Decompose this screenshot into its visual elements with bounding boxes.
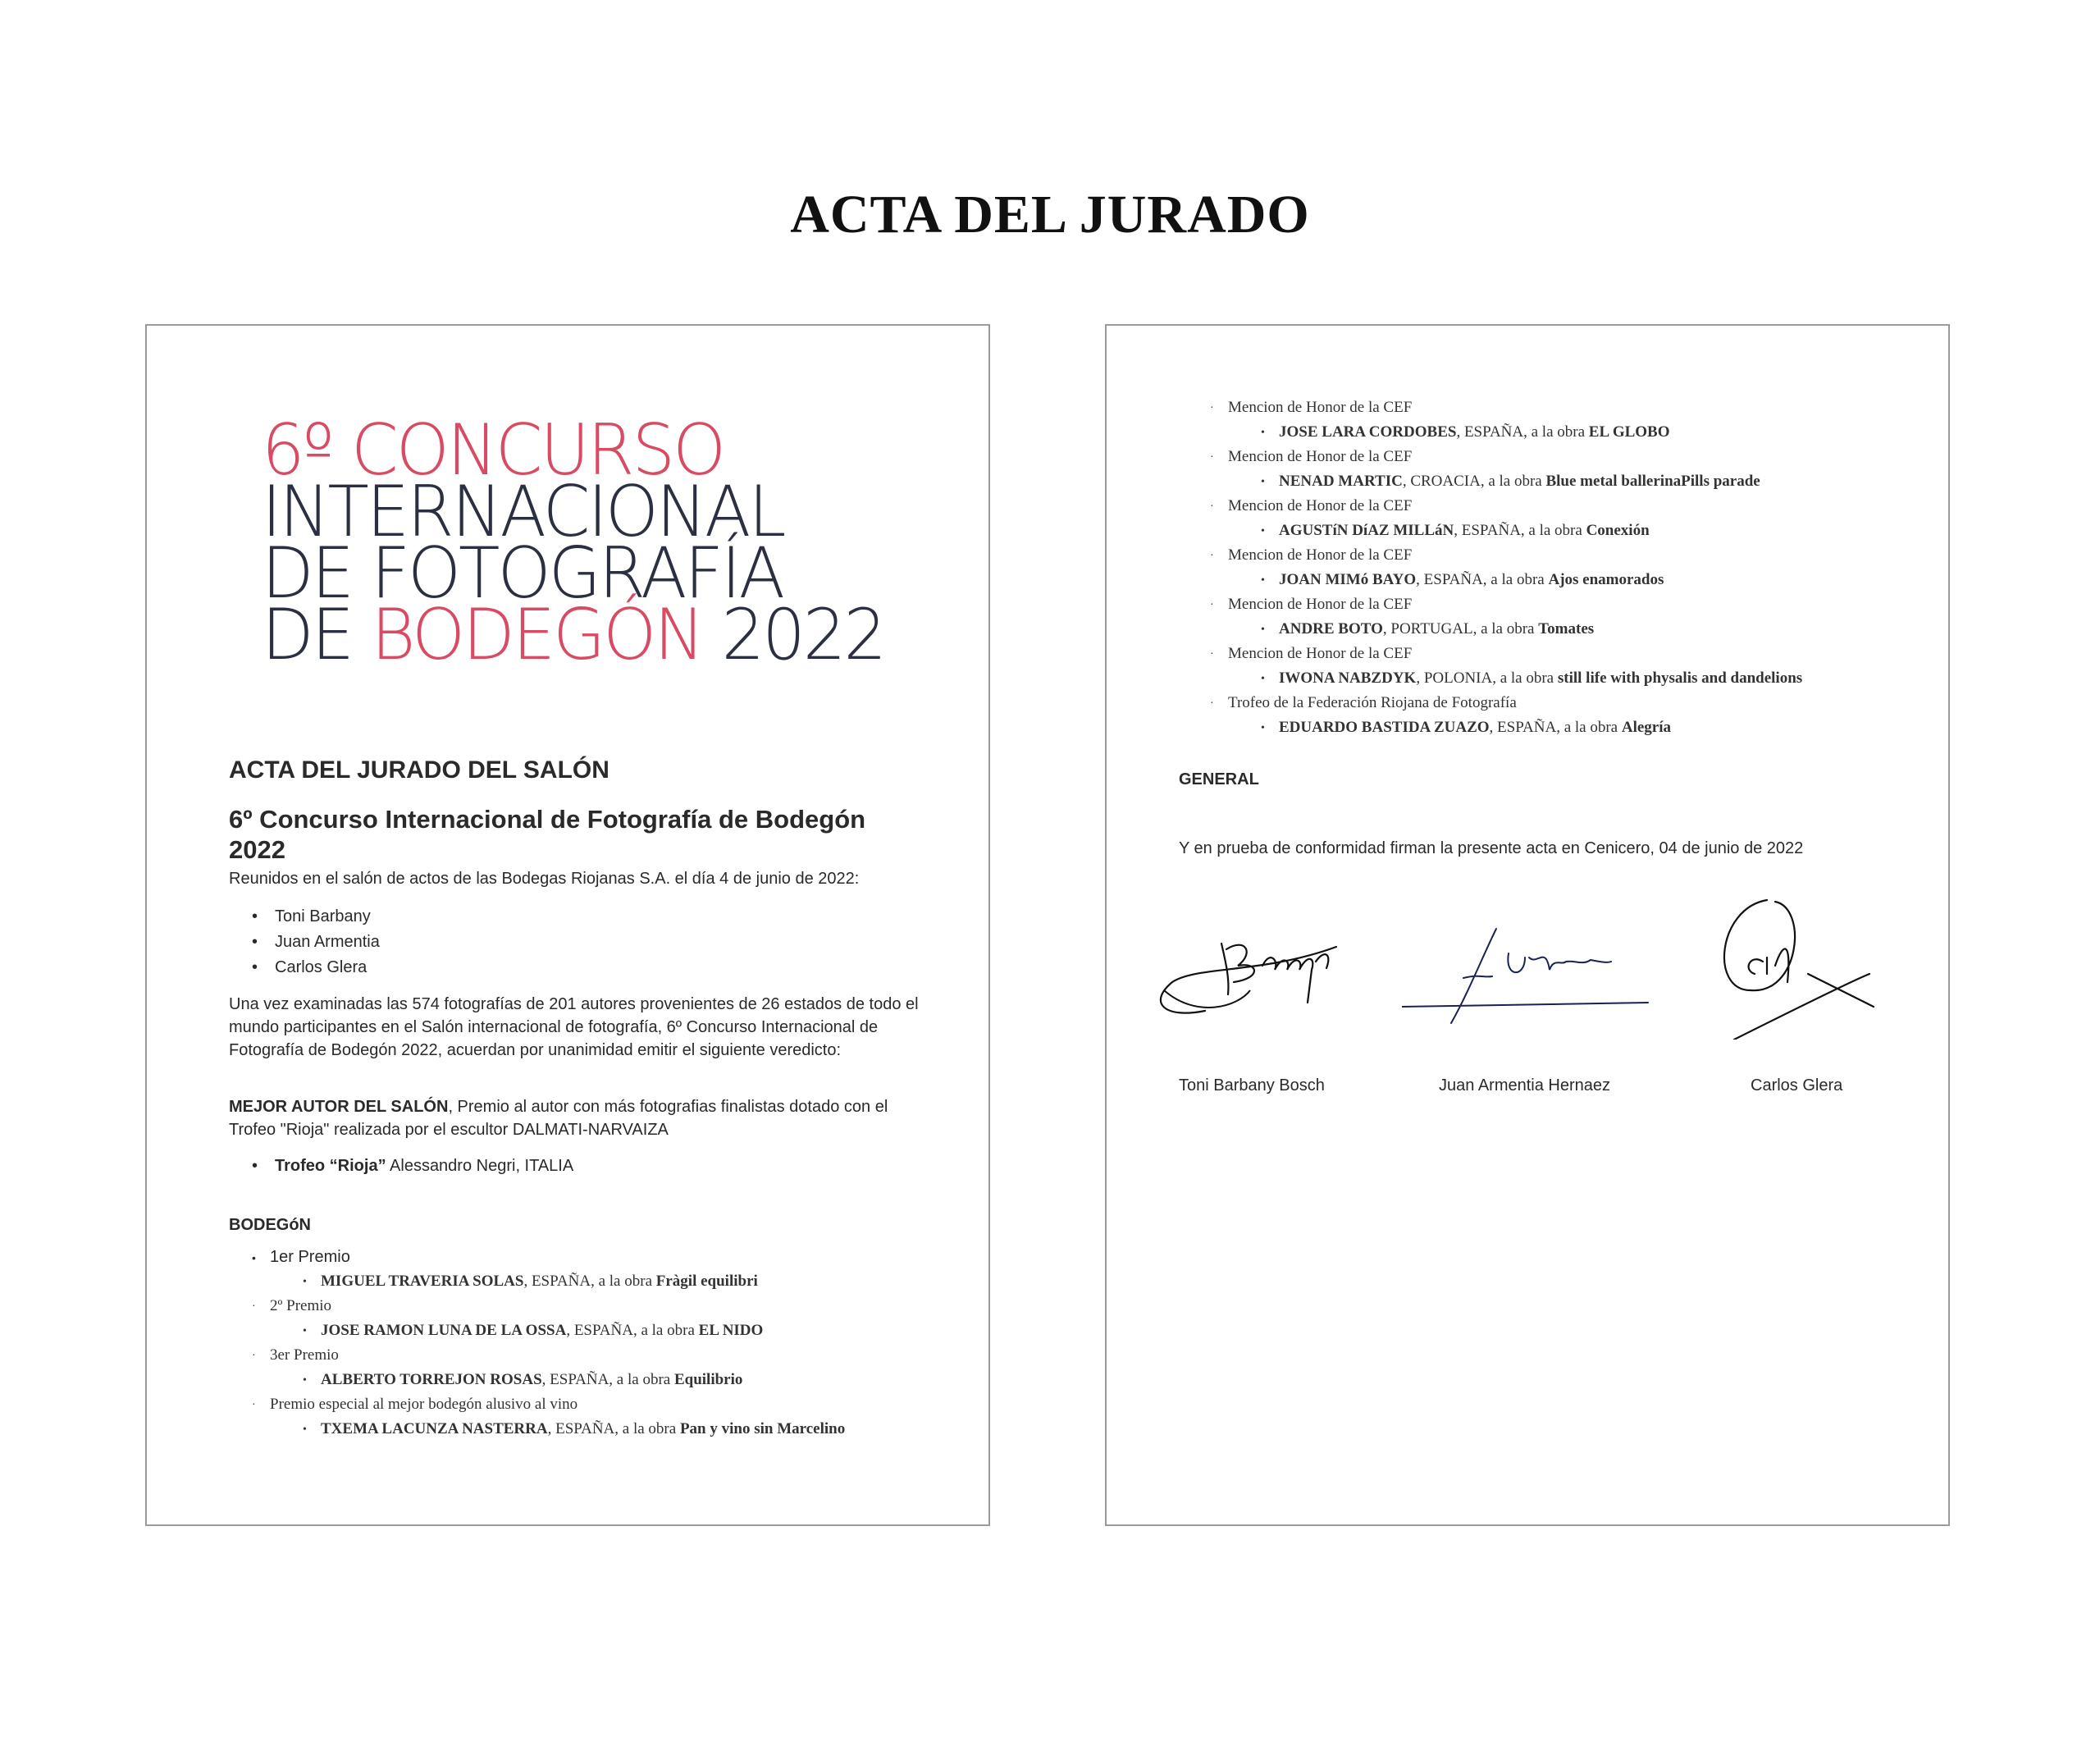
list-item: • Juan Armentia: [252, 933, 380, 951]
logo-year: 2022: [702, 594, 885, 676]
general-heading: GENERAL: [1179, 770, 1259, 788]
award-category: • 1er Premio: [252, 1248, 350, 1266]
document-page-right: [1105, 324, 1950, 1526]
reunidos-text: Reunidos en el salón de actos de las Bodegas Riojanas S.A. el día 4 de junio de 2022:: [229, 870, 860, 888]
jury-member: Toni Barbany: [275, 907, 371, 925]
trofeo-rioja-item: • Trofeo “Rioja” Alessandro Negri, ITALIA: [252, 1157, 574, 1175]
signature-toni-barbany: [1148, 904, 1361, 1027]
award-winner: • JOAN MIMó BAYO, ESPAÑA, a la obra Ajos enamorados: [1261, 571, 1664, 588]
jury-member: Carlos Glera: [275, 958, 368, 976]
list-item: • Carlos Glera: [252, 958, 368, 976]
award-category: · Premio especial al mejor bodegón alusivo al vino: [252, 1396, 578, 1413]
award-winner: • JOSE LARA CORDOBES, ESPAÑA, a la obra EL GLOBO: [1261, 423, 1670, 441]
logo-line-1: 6º CONCURSO: [262, 409, 724, 491]
award-winner: • AGUSTíN DíAZ MILLáN, ESPAÑA, a la obra Conexión: [1261, 522, 1650, 539]
award-category: · Mencion de Honor de la CEF: [1210, 448, 1413, 465]
award-category: · 2º Premio: [252, 1297, 332, 1314]
signatory-name: Toni Barbany Bosch: [1179, 1076, 1325, 1095]
trofeo-winner: Alessandro Negri, ITALIA: [386, 1157, 574, 1175]
award-category: · Mencion de Honor de la CEF: [1210, 546, 1413, 564]
list-item: • Toni Barbany: [252, 907, 371, 925]
logo-line-3: DE FOTOGRAFÍA: [262, 532, 783, 615]
award-category: · Trofeo de la Federación Riojana de Fotografía: [1210, 694, 1517, 711]
award-winner: • NENAD MARTIC, CROACIA, a la obra Blue metal ballerinaPills parade: [1261, 473, 1760, 490]
page-heading: ACTA DEL JURADO: [790, 185, 1310, 244]
award-winner: • MIGUEL TRAVERIA SOLAS, ESPAÑA, a la obra Fràgil equilibri: [303, 1273, 758, 1290]
contest-logo: [262, 409, 911, 676]
jury-member: Juan Armentia: [275, 933, 380, 951]
bodegon-heading: BODEGóN: [229, 1216, 311, 1234]
acta-title: ACTA DEL JURADO DEL SALÓN: [229, 756, 609, 784]
award-winner: • EDUARDO BASTIDA ZUAZO, ESPAÑA, a la obra Alegría: [1261, 719, 1672, 736]
mejor-autor-label: MEJOR AUTOR DEL SALÓN: [229, 1098, 449, 1116]
honor-award-list: [1210, 395, 1802, 740]
document-page-left: [145, 324, 990, 1526]
signatory-name: Carlos Glera: [1751, 1076, 1843, 1095]
award-category: · Mencion de Honor de la CEF: [1210, 596, 1413, 613]
logo-de: DE: [262, 594, 372, 676]
award-winner: • TXEMA LACUNZA NASTERRA, ESPAÑA, a la obra Pan y vino sin Marcelino: [303, 1420, 846, 1437]
signature-juan-armentia: [1402, 921, 1664, 1027]
logo-bodegon: BODEGÓN: [371, 594, 703, 676]
mejor-autor-paragraph: [229, 1095, 934, 1141]
logo-line-2: INTERNACIONAL: [262, 471, 784, 553]
signature-carlos-glera: [1685, 892, 1882, 1040]
award-category: · Mencion de Honor de la CEF: [1210, 497, 1413, 514]
award-category: · Mencion de Honor de la CEF: [1210, 399, 1413, 416]
award-category: · 3er Premio: [252, 1346, 339, 1364]
jury-list: [252, 905, 380, 981]
signatory-name: Juan Armentia Hernaez: [1439, 1076, 1611, 1095]
award-winner: • ALBERTO TORREJON ROSAS, ESPAÑA, a la obra Equilibrio: [303, 1371, 743, 1388]
award-category: · Mencion de Honor de la CEF: [1210, 645, 1413, 662]
award-winner: • IWONA NABZDYK, POLONIA, a la obra still life with physalis and dandelions: [1261, 669, 1803, 687]
mejor-autor-text: , Premio al autor con más fotografias finalistas dotado con el Trofeo "Rioja" realizada por el escultor DALMATI-NARVAIZA: [229, 1098, 888, 1139]
bodegon-award-list: [252, 1245, 845, 1442]
award-winner: • ANDRE BOTO, PORTUGAL, a la obra Tomates: [1261, 620, 1595, 638]
logo-line-4: [262, 594, 885, 676]
award-winner: • JOSE RAMON LUNA DE LA OSSA, ESPAÑA, a la obra EL NIDO: [303, 1322, 764, 1339]
trofeo-label: Trofeo “Rioja”: [275, 1157, 386, 1175]
examinadas-paragraph: Una vez examinadas las 574 fotografías de 201 autores provenientes de 26 estados de todo el mundo participantes en el Salón internacional de fotografía, 6º Concurso Internacional de Fotografía de Bodegón 2022, acuerdan por unanimidad emitir el siguiente veredicto:: [229, 995, 919, 1059]
concurso-title: 6º Concurso Internacional de Fotografía de Bodegón 2022: [229, 805, 866, 864]
conformidad-text: Y en prueba de conformidad firman la presente acta en Cenicero, 04 de junio de 2022: [1179, 839, 1804, 857]
